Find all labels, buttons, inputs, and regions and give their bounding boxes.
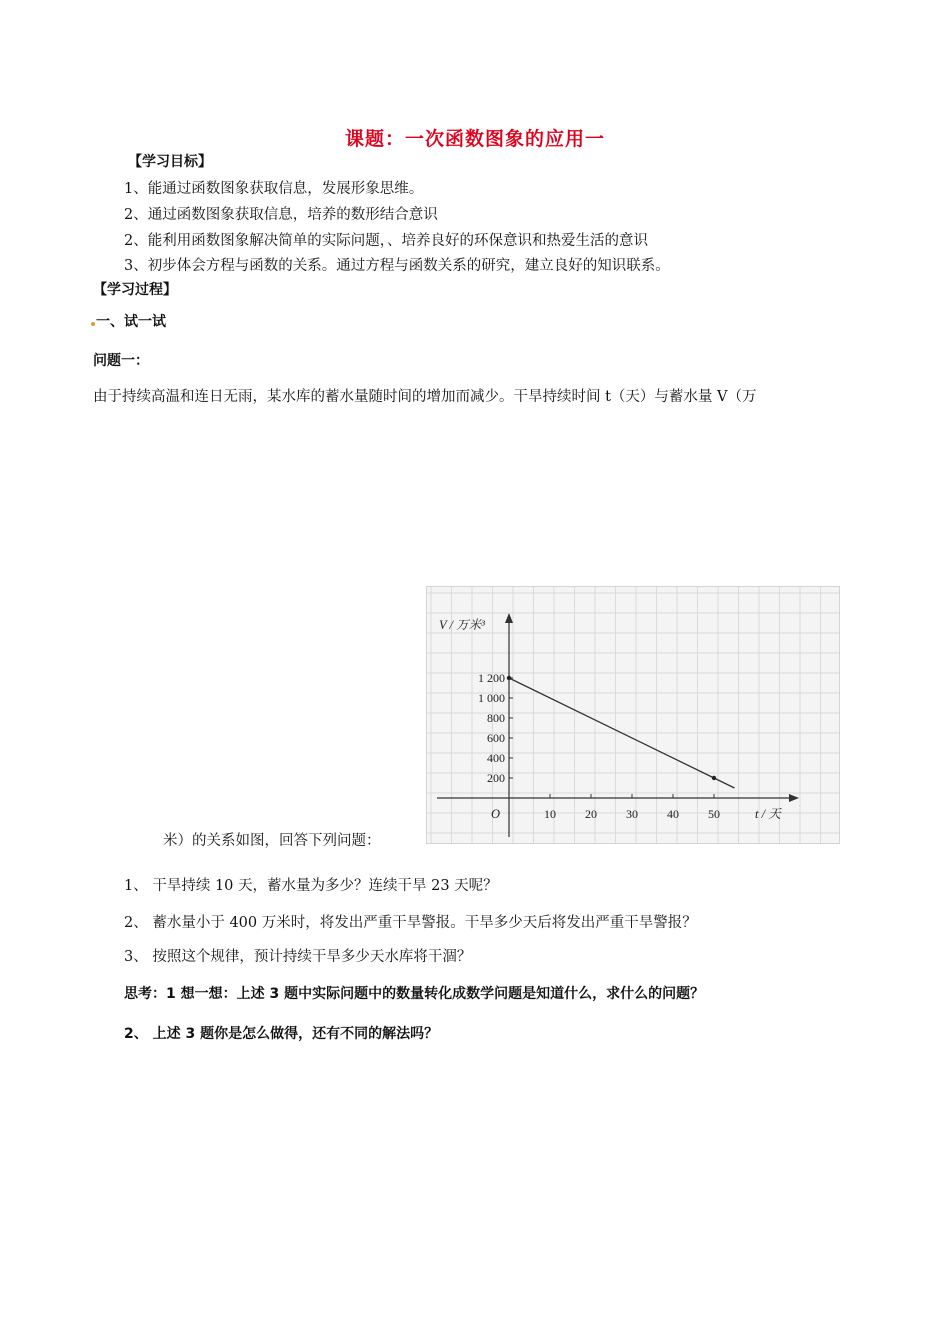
y-tick-label: 800 xyxy=(487,711,505,725)
question-3: 3、 按照这个规律，预计持续干旱多少天水库将干涸？ xyxy=(124,949,472,965)
line-chart xyxy=(426,586,840,844)
x-tick-label: 30 xyxy=(626,807,638,821)
y-tick-label: 1 200 xyxy=(478,671,505,685)
edit-mark xyxy=(91,322,95,326)
problem-text-cont: 米）的关系如图，回答下列问题： xyxy=(163,833,381,849)
objective-item-2: 2、通过函数图象获取信息，培养的数形结合意识 xyxy=(124,207,438,223)
y-axis-label: V / 万米³ xyxy=(439,618,485,632)
question-2: 2、 蓄水量小于 400 万米时，将发出严重干旱警报。干旱多少天后将发出严重干旱警报？ xyxy=(124,915,697,931)
data-point xyxy=(712,776,716,780)
problem-label: 问题一： xyxy=(93,353,149,369)
objectives-heading: 【学习目标】 xyxy=(128,154,212,170)
x-tick-label: 20 xyxy=(585,807,597,821)
objective-item-3: 2、能利用函数图象解决简单的实际问题，、培养良好的环保意识和热爱生活的意识 xyxy=(124,233,648,249)
question-1: 1、 干旱持续 10 天，蓄水量为多少？连续干旱 23 天呢？ xyxy=(124,878,498,894)
x-tick-label: 10 xyxy=(544,807,556,821)
process-heading: 【学习过程】 xyxy=(93,282,177,298)
x-axis-arrow xyxy=(789,794,799,802)
objective-item-4: 3、初步体会方程与函数的关系。通过方程与函数关系的研究，建立良好的知识联系。 xyxy=(124,258,670,274)
y-axis-arrow xyxy=(505,613,513,623)
think-1: 思考：1 想一想：上述 3 题中实际问题中的数量转化成数学问题是知道什么，求什么的问题？ xyxy=(124,986,705,1002)
y-tick-label: 200 xyxy=(487,771,505,785)
origin-label: O xyxy=(491,807,501,821)
objective-item-1: 1、能通过函数图象获取信息，发展形象思维。 xyxy=(124,181,424,197)
page-title: 课题：一次函数图象的应用一 xyxy=(344,128,605,150)
x-tick-label: 50 xyxy=(708,807,720,821)
section-heading: 一、试一试 xyxy=(96,314,166,330)
x-tick-label: 40 xyxy=(667,807,679,821)
x-axis-label: t / 天 xyxy=(755,807,781,821)
y-tick-label: 1 000 xyxy=(478,691,505,705)
problem-text: 由于持续高温和连日无雨，某水库的蓄水量随时间的增加而减少。干旱持续时间 t（天）与蓄水量 V（万 xyxy=(93,389,757,405)
y-tick-label: 600 xyxy=(487,731,505,745)
data-point xyxy=(507,676,511,680)
y-tick-label: 400 xyxy=(487,751,505,765)
think-2: 2、 上述 3 题你是怎么做得，还有不同的解法吗？ xyxy=(124,1026,439,1042)
